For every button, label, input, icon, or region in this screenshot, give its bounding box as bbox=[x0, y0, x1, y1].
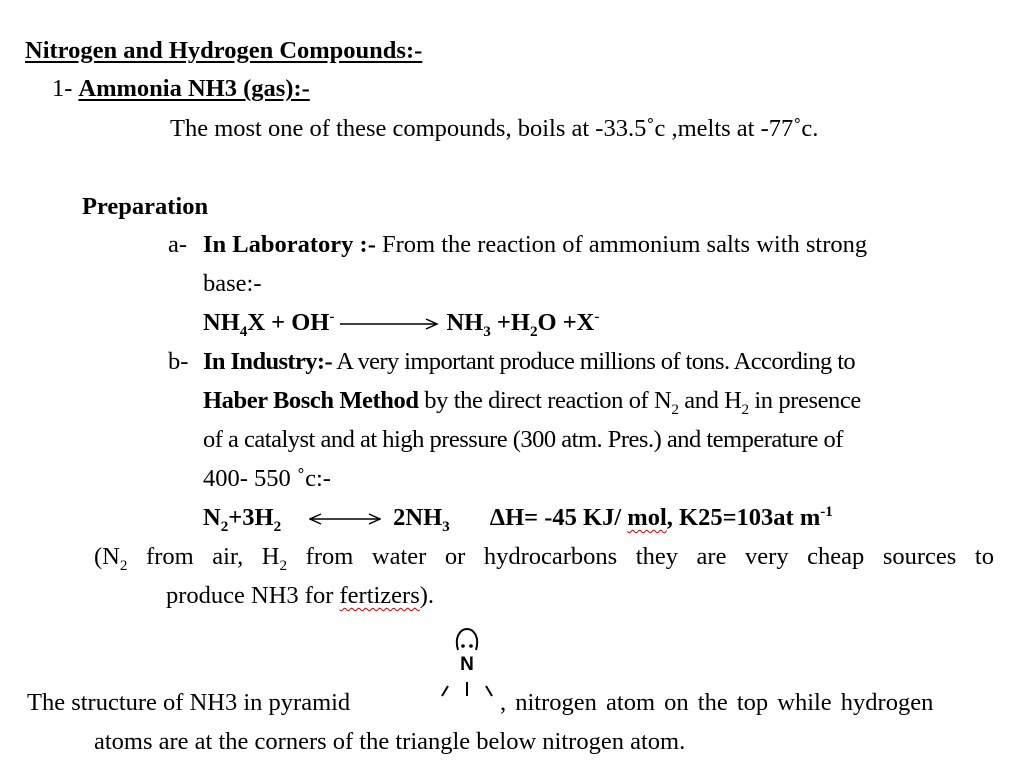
industry-marker: b- bbox=[168, 348, 189, 375]
section-number: 1- bbox=[52, 75, 73, 102]
industry-line-1: In Industry:- A very important produce millions of tons. According to bbox=[203, 348, 856, 375]
lab-line-1 bbox=[203, 230, 995, 260]
ammonia-description: The most one of these compounds, boils at -33.5˚c ,melts at -77˚c. bbox=[170, 115, 819, 142]
preparation-title: Preparation bbox=[82, 193, 209, 220]
reaction-arrow-icon bbox=[340, 317, 440, 331]
lab-line-2: base:- bbox=[203, 270, 262, 297]
section-title: Ammonia NH3 (gas):- bbox=[78, 75, 310, 102]
industry-line-4: 400- 550 ˚c:- bbox=[203, 465, 331, 492]
section-heading bbox=[52, 74, 310, 104]
nitrogen-atom-label: N bbox=[460, 654, 474, 675]
ammonia-pyramid-structure bbox=[434, 624, 500, 700]
industry-equation: $N_2+3H_2$ $2NH_3$ ΔH= -45 KJ/ mol, K25=103at $m^{-1}$ bbox=[203, 502, 833, 535]
structure-text-pre: The structure of NH3 in pyramid bbox=[27, 689, 351, 716]
haber-bosch-method: Haber Bosch Method bbox=[203, 387, 419, 414]
note-line-2: produce NH3 for fertizers). bbox=[166, 582, 435, 609]
industry-line-3: of a catalyst and at high pressure (300 atm. Pres.) and temperature of bbox=[203, 426, 843, 453]
mol-word: mol bbox=[627, 504, 667, 531]
lab-marker: a- bbox=[168, 231, 188, 258]
lab-text: From the reaction of ammonium salts with strong bbox=[375, 231, 868, 258]
industry-label: In Industry:- bbox=[203, 348, 333, 375]
note-line-1: ($N_2$ from air, $H_2$ from water or hydrocarbons they are very cheap sources to bbox=[94, 543, 994, 574]
lab-equation: $NH_4X + OH^-$ $NH_3 +H_2O +X^-$ bbox=[203, 307, 600, 340]
page-title: Nitrogen and Hydrogen Compounds:- bbox=[25, 37, 423, 64]
structure-line-2: atoms are at the corners of the triangle below nitrogen atom. bbox=[94, 728, 686, 755]
fertizers-word: fertizers bbox=[339, 582, 420, 609]
lab-label: In Laboratory :- bbox=[203, 231, 376, 258]
structure-text-post: , nitrogen atom on the top while hydrogen bbox=[500, 689, 934, 716]
equilibrium-arrow-icon bbox=[309, 512, 381, 526]
industry-line-2: Haber Bosch Method by the direct reaction of $N_2$ and $H_2$ in presence bbox=[203, 387, 861, 418]
